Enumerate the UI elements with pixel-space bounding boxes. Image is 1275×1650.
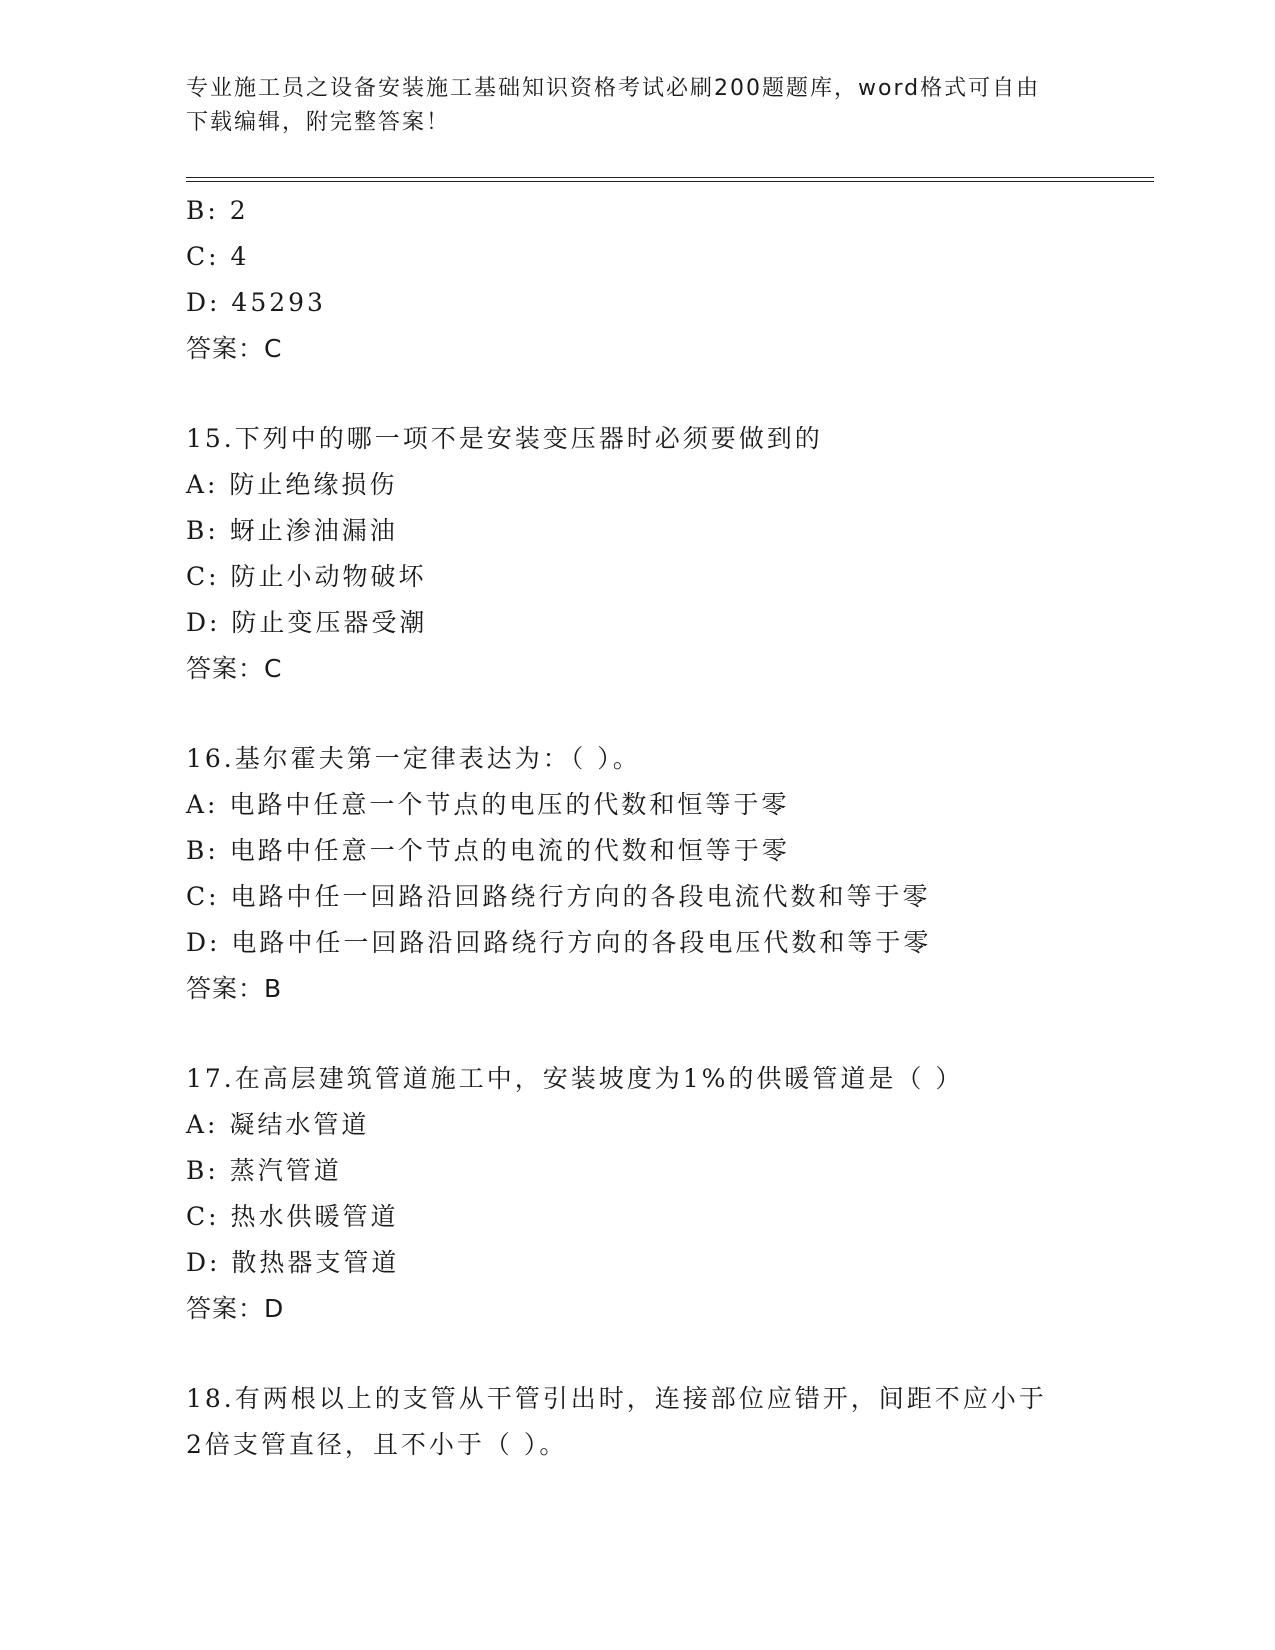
document-header (186, 72, 1086, 140)
option-d: D: 散热器支管道 (186, 1248, 400, 1277)
option-d: D: 45293 (186, 288, 326, 317)
option-d: D: 电路中任一回路沿回路绕行方向的各段电压代数和等于零 (186, 928, 932, 957)
question-15 (186, 416, 1146, 692)
header-divider (186, 177, 1154, 182)
option-a: A: 电路中任意一个节点的电压的代数和恒等于零 (186, 790, 790, 819)
option-a: A: 凝结水管道 (186, 1110, 370, 1139)
question-18 (186, 1376, 1146, 1468)
question-17 (186, 1056, 1146, 1332)
answer: 答案：D (186, 1294, 285, 1323)
question-text: 17.在高层建筑管道施工中，安装坡度为1%的供暖管道是（ ） (186, 1064, 964, 1093)
header-title-line2: 下载编辑，附完整答案！ (186, 110, 451, 135)
question-14-tail (186, 188, 1146, 372)
question-16 (186, 736, 1146, 1012)
question-text-line2: 2倍支管直径，且不小于（ ）。 (186, 1430, 568, 1459)
question-text: 16.基尔霍夫第一定律表达为：（ ）。 (186, 744, 641, 773)
answer: 答案：C (186, 654, 283, 683)
option-b: B: 蒸汽管道 (186, 1156, 342, 1185)
answer: 答案：C (186, 334, 283, 363)
question-text-line1: 18.有两根以上的支管从干管引出时，连接部位应错开，间距不应小于 (186, 1384, 1047, 1413)
option-a: A: 防止绝缘损伤 (186, 470, 398, 499)
option-c: C: 防止小动物破坏 (186, 562, 427, 591)
option-b: B: 蚜止渗油漏油 (186, 516, 398, 545)
option-b: B: 2 (186, 196, 249, 225)
option-c: C: 热水供暖管道 (186, 1202, 399, 1231)
question-list (186, 188, 1146, 1468)
option-b: B: 电路中任意一个节点的电流的代数和恒等于零 (186, 836, 790, 865)
header-title-line1: 专业施工员之设备安装施工基础知识资格考试必刷200题题库，word格式可自由 (186, 76, 1041, 101)
option-c: C: 电路中任一回路沿回路绕行方向的各段电流代数和等于零 (186, 882, 931, 911)
option-c: C: 4 (186, 242, 250, 271)
question-text: 15.下列中的哪一项不是安装变压器时必须要做到的 (186, 424, 823, 453)
option-d: D: 防止变压器受潮 (186, 608, 428, 637)
answer: 答案：B (186, 974, 283, 1003)
